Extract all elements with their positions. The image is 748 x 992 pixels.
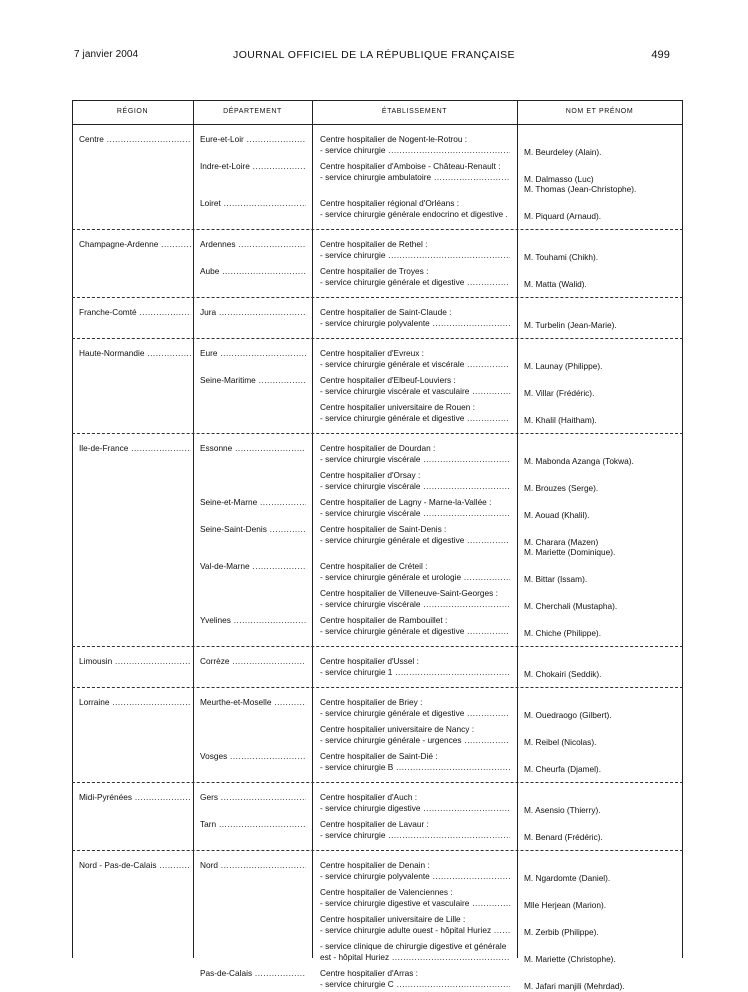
establishment-cell: [320, 887, 510, 909]
establishment-name: Centre hospitalier universitaire de Rouen :: [320, 402, 475, 412]
establishment-name: - service clinique de chirurgie digestive et générale: [320, 941, 507, 951]
service-line: - service chirurgie ambulatoire .....: [320, 172, 510, 183]
establishment-name: Centre hospitalier de Nogent-le-Rotrou :: [320, 134, 468, 144]
service-line: - service chirurgie digestive .....: [320, 803, 510, 814]
department-label: Loiret .....: [200, 198, 306, 209]
establishment-cell: [320, 561, 510, 583]
establishment-cell: [320, 968, 510, 990]
column-header-name: NOM ET PRÉNOM: [565, 108, 634, 115]
service-line: - service chirurgie générale et viscérale .....: [320, 359, 510, 370]
department-label: Yvelines .....: [200, 615, 306, 626]
establishment-name: Centre hospitalier d'Auch :: [320, 792, 418, 802]
establishment-cell: [320, 161, 510, 183]
establishment-name: Centre hospitalier de Valenciennes :: [320, 887, 453, 897]
department-label: Vosges .....: [200, 751, 306, 762]
person-name: M. Beurdeley (Alain).: [524, 147, 602, 157]
service-line: - service chirurgie .....: [320, 250, 510, 261]
service-line: - service chirurgie polyvalente .....: [320, 871, 510, 882]
department-label: Jura .....: [200, 307, 306, 318]
establishment-name: Centre hospitalier de Villeneuve-Saint-Georges :: [320, 588, 498, 598]
department-label: Indre-et-Loire .....: [200, 161, 306, 172]
service-line: est - hôpital Huriez .....: [320, 952, 510, 963]
establishment-name: Centre hospitalier d'Arras :: [320, 968, 418, 978]
establishment-name: Centre hospitalier d'Orsay :: [320, 470, 421, 480]
establishment-name: Centre hospitalier universitaire de Lille :: [320, 914, 466, 924]
service-line: - service chirurgie générale - urgences .....: [320, 735, 510, 746]
person-name: M. Benard (Frédéric).: [524, 832, 603, 842]
person-name: Mlle Herjean (Marion).: [524, 900, 607, 910]
person-name: M. Matta (Walid).: [524, 279, 587, 289]
service-line: - service chirurgie viscérale .....: [320, 454, 510, 465]
service-line: - service chirurgie digestive et vasculaire .....: [320, 898, 510, 909]
region-label: Haute-Normandie .....: [79, 348, 191, 359]
person-name: M. Mariette (Dominique).: [524, 547, 616, 557]
person-name: M. Ouedraogo (Gilbert).: [524, 710, 612, 720]
establishment-cell: [320, 497, 510, 519]
establishment-name: Centre hospitalier de Briey :: [320, 697, 423, 707]
department-label: Gers .....: [200, 792, 306, 803]
establishment-name: Centre hospitalier de Troyes :: [320, 266, 429, 276]
region-separator: [72, 646, 683, 647]
region-separator: [72, 229, 683, 230]
person-name: M. Brouzes (Serge).: [524, 483, 599, 493]
department-label: Aube .....: [200, 266, 306, 277]
person-name: M. Chiche (Philippe).: [524, 628, 602, 638]
region-separator: [72, 782, 683, 783]
person-name: M. Touhami (Chikh).: [524, 252, 599, 262]
person-name: M. Chokairi (Seddik).: [524, 669, 602, 679]
region-label: Midi-Pyrénées .....: [79, 792, 191, 803]
department-label: Corrèze .....: [200, 656, 306, 667]
department-label: Seine-et-Marne .....: [200, 497, 306, 508]
person-name: M. Mabonda Azanga (Tokwa).: [524, 456, 634, 466]
department-label: Nord .....: [200, 860, 306, 871]
service-line: - service chirurgie générale et digestive .....: [320, 626, 510, 637]
establishment-cell: [320, 656, 510, 678]
appointments-table: [72, 100, 683, 991]
department-label: Seine-Maritime .....: [200, 375, 306, 386]
region-separator: [72, 338, 683, 339]
service-line: - service chirurgie polyvalente .....: [320, 318, 510, 329]
service-line: - service chirurgie 1 .....: [320, 667, 510, 678]
establishment-name: Centre hospitalier d'Evreux :: [320, 348, 424, 358]
establishment-name: Centre hospitalier régional d'Orléans :: [320, 198, 460, 208]
service-line: - service chirurgie adulte ouest - hôpital Huriez .....: [320, 925, 510, 936]
person-name: M. Dalmasso (Luc): [524, 174, 594, 184]
department-label: Eure-et-Loir .....: [200, 134, 306, 145]
establishment-name: Centre hospitalier de Créteil :: [320, 561, 428, 571]
person-name: M. Reibel (Nicolas).: [524, 737, 597, 747]
establishment-cell: [320, 443, 510, 465]
header-bottom-rule: [72, 124, 683, 125]
department-label: Seine-Saint-Denis .....: [200, 524, 306, 535]
person-name: M. Ngardomte (Daniel).: [524, 873, 611, 883]
establishment-name: Centre hospitalier universitaire de Nancy :: [320, 724, 475, 734]
service-line: - service chirurgie générale et digestive .....: [320, 413, 510, 424]
person-name: M. Asensio (Thierry).: [524, 805, 601, 815]
establishment-cell: [320, 615, 510, 637]
establishment-cell: [320, 348, 510, 370]
region-separator: [72, 433, 683, 434]
establishment-cell: [320, 375, 510, 397]
region-label: Lorraine .....: [79, 697, 191, 708]
region-separator: [72, 297, 683, 298]
person-name: M. Turbelin (Jean-Marie).: [524, 320, 617, 330]
establishment-name: Centre hospitalier de Rambouillet :: [320, 615, 448, 625]
establishment-cell: [320, 470, 510, 492]
issue-date: 7 janvier 2004: [74, 49, 139, 60]
department-label: Ardennes .....: [200, 239, 306, 250]
service-line: - service chirurgie viscérale .....: [320, 481, 510, 492]
establishment-cell: [320, 914, 510, 936]
region-separator: [72, 687, 683, 688]
person-name: M. Cherchali (Mustapha).: [524, 601, 618, 611]
person-name: M. Cheurfa (Djamel).: [524, 764, 601, 774]
department-label: Meurthe-et-Moselle .....: [200, 697, 306, 708]
establishment-name: Centre hospitalier de Denain :: [320, 860, 430, 870]
region-label: Champagne-Ardenne .....: [79, 239, 191, 250]
person-name: M. Bittar (Issam).: [524, 574, 588, 584]
establishment-name: Centre hospitalier de Saint-Claude :: [320, 307, 452, 317]
establishment-cell: [320, 588, 510, 610]
establishment-cell: [320, 307, 510, 329]
region-label: Limousin .....: [79, 656, 191, 667]
establishment-cell: [320, 819, 510, 841]
region-label: Nord - Pas-de-Calais .....: [79, 860, 191, 871]
service-line: - service chirurgie viscérale .....: [320, 599, 510, 610]
establishment-cell: [320, 239, 510, 261]
establishment-cell: [320, 751, 510, 773]
service-line: - service chirurgie générale et digestive .....: [320, 535, 510, 546]
person-name: M. Jafari manjili (Mehrdad).: [524, 981, 625, 991]
service-line: - service chirurgie .....: [320, 830, 510, 841]
establishment-name: Centre hospitalier de Lagny - Marne-la-Vallée :: [320, 497, 492, 507]
service-line: - service chirurgie viscérale .....: [320, 508, 510, 519]
department-label: Pas-de-Calais .....: [200, 968, 306, 979]
person-name: M. Thomas (Jean-Christophe).: [524, 184, 637, 194]
establishment-cell: [320, 266, 510, 288]
column-header-region: RÉGION: [116, 108, 149, 115]
service-line: - service chirurgie générale endocrino et digestive .: [320, 209, 508, 219]
department-label: Eure .....: [200, 348, 306, 359]
establishment-cell: [320, 724, 510, 746]
region-label: Franche-Comté .....: [79, 307, 191, 318]
service-line: - service chirurgie générale et digestive .....: [320, 708, 510, 719]
person-name: M. Charara (Mazen): [524, 537, 599, 547]
person-name: M. Piquard (Arnaud).: [524, 211, 602, 221]
person-name: M. Aouad (Khalil).: [524, 510, 590, 520]
establishment-cell: [320, 198, 510, 220]
establishment-name: Centre hospitalier de Lavaur :: [320, 819, 429, 829]
establishment-cell: [320, 941, 510, 963]
person-name: M. Villar (Frédéric).: [524, 388, 595, 398]
establishment-name: Centre hospitalier de Saint-Denis :: [320, 524, 447, 534]
establishment-name: Centre hospitalier de Rethel :: [320, 239, 428, 249]
department-label: Essonne .....: [200, 443, 306, 454]
service-line: - service chirurgie .....: [320, 145, 510, 156]
page-number: 499: [651, 49, 670, 61]
establishment-name: Centre hospitalier d'Elbeuf-Louviers :: [320, 375, 456, 385]
person-name: M. Zerbib (Philippe).: [524, 927, 599, 937]
region-separator: [72, 850, 683, 851]
column-header-establishment: ÉTABLISSEMENT: [381, 108, 448, 115]
region-label: Ile-de-France .....: [79, 443, 191, 454]
establishment-name: Centre hospitalier d'Ussel :: [320, 656, 419, 666]
department-label: Tarn .....: [200, 819, 306, 830]
establishment-cell: [320, 697, 510, 719]
establishment-name: Centre hospitalier de Dourdan :: [320, 443, 436, 453]
establishment-cell: [320, 402, 510, 424]
establishment-cell: [320, 860, 510, 882]
region-label: Centre .....: [79, 134, 191, 145]
service-line: - service chirurgie générale et digestive .....: [320, 277, 510, 288]
service-line: - service chirurgie viscérale et vasculaire .....: [320, 386, 510, 397]
establishment-cell: [320, 792, 510, 814]
person-name: M. Mariette (Christophe).: [524, 954, 616, 964]
service-line: - service chirurgie B .....: [320, 762, 510, 773]
service-line: - service chirurgie C .....: [320, 979, 510, 990]
person-name: M. Khalil (Haitham).: [524, 415, 597, 425]
journal-title: JOURNAL OFFICIEL DE LA RÉPUBLIQUE FRANÇAISE: [233, 49, 515, 61]
establishment-name: Centre hospitalier de Saint-Dié :: [320, 751, 438, 761]
column-header-department: DÉPARTEMENT: [223, 108, 282, 115]
department-label: Val-de-Marne .....: [200, 561, 306, 572]
person-name: M. Launay (Philippe).: [524, 361, 603, 371]
establishment-cell: [320, 134, 510, 156]
establishment-name: Centre hospitalier d'Amboise - Château-Renault :: [320, 161, 501, 171]
establishment-cell: [320, 524, 510, 546]
service-line: - service chirurgie générale et urologie .....: [320, 572, 510, 583]
